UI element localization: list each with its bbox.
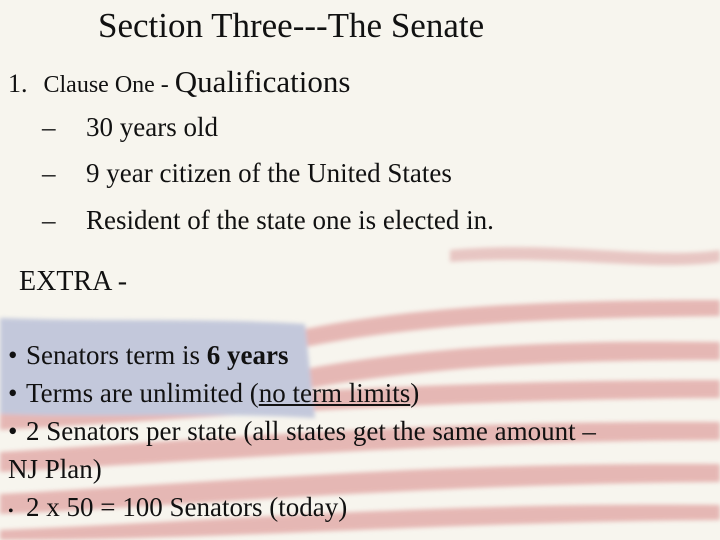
qualification-text: Resident of the state one is elected in. [86,205,494,235]
dash-bullet-icon: – [42,158,56,188]
dash-bullet-icon: – [42,205,56,235]
extra-fact-total-senators: • 2 x 50 = 100 Senators (today) [8,488,712,531]
qualification-text: 9 year citizen of the United States [86,158,452,188]
qualification-item [42,207,494,234]
bullet-icon: • [8,378,18,408]
extra-fact-senators-per-state: • 2 Senators per state (all states get the same amount – [8,412,712,450]
qualification-item [42,160,452,187]
clause-topic: Qualifications [174,64,351,99]
qualification-item [42,114,218,141]
extra-fact-nj-plan: NJ Plan) [8,454,102,484]
extra-heading: EXTRA - [19,266,128,297]
slide-title: Section Three---The Senate [98,6,485,45]
bullet-icon: • [8,503,14,520]
clause-heading [8,66,350,97]
dash-bullet-icon: – [42,112,56,142]
bullet-icon: • [8,340,18,370]
extra-fact-unlimited-terms: • Terms are unlimited (no term limits) [8,374,712,412]
bullet-icon: • [8,416,18,446]
term-length-value: 6 years [206,340,289,370]
extra-facts-list [8,336,712,531]
qualification-text: 30 years old [86,112,218,142]
extra-fact-term-length: • Senators term is 6 years [8,336,712,374]
clause-label: Clause One - [43,72,175,98]
no-term-limits-text: no term limits [258,378,411,408]
clause-number: 1. [8,69,28,98]
